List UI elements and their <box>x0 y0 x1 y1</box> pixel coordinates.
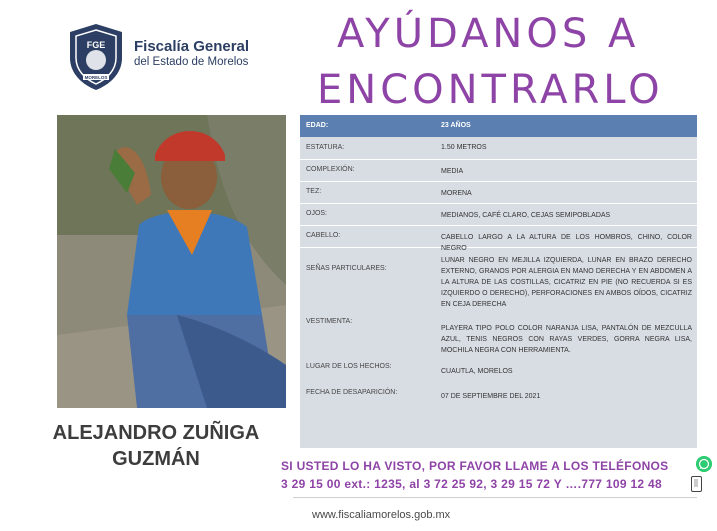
value-senas: LUNAR NEGRO EN MEJILLA IZQUIERDA, LUNAR EN BRAZO DERECHO EXTERNO, GRANOS POR ALERGIA EN MANO DERECHA Y EN ABDOMEN A LA ALTURA DE LAS COSTILLAS, CICATRIZ EN PIE (NO RECUERDA SI ES IZQUIERDO O DERECHO), PERFORACIONES EN AMBOS OÍDOS, CICATRIZ EN CEJA DERECHA <box>441 257 692 308</box>
row-tez <box>300 181 697 203</box>
value-fecha: 07 DE SEPTIEMBRE DEL 2021 <box>441 393 541 400</box>
website-link[interactable]: www.fiscaliamorelos.gob.mx <box>312 509 451 521</box>
value-vestimenta: PLAYERA TIPO POLO COLOR NARANJA LISA, PANTALÓN DE MEZCULLA AZUL, TENIS NEGROS CON RAYAS VERDES, GORRA NEGRA LISA, MOCHILA NEGRA CON HERRAMIENTA. <box>441 325 692 354</box>
agency-name: Fiscalía General <box>134 38 250 55</box>
person-name-line-2: GUZMÁN <box>112 448 200 470</box>
label-lugar: LUGAR DE LOS HECHOS: <box>306 363 392 370</box>
value-complexion: MEDIA <box>441 168 464 175</box>
missing-person-name <box>50 420 262 472</box>
label-ojos: OJOS: <box>306 210 328 217</box>
label-vestimenta: VESTIMENTA: <box>306 318 353 325</box>
value-tez: MORENA <box>441 190 472 197</box>
row-cabello <box>300 225 697 250</box>
label-fecha: FECHA DE DESAPARICIÓN: <box>306 389 398 396</box>
label-edad: EDAD: <box>306 122 329 129</box>
value-edad: 23 AÑOS <box>441 122 471 129</box>
phone-icon <box>691 476 702 492</box>
shield-icon <box>67 22 125 92</box>
person-name-line-1: ALEJANDRO ZUÑIGA <box>52 422 260 444</box>
value-cabello: CABELLO LARGO A LA ALTURA DE LOS HOMBROS, CHINO, COLOR NEGRO <box>441 234 692 252</box>
headline-line-1: AYÚDANOS A <box>337 11 640 57</box>
label-cabello: CABELLO: <box>306 232 341 239</box>
logo-badge-text: FGE <box>86 40 106 50</box>
row-edad <box>300 115 697 137</box>
label-complexion: COMPLEXIÓN: <box>306 166 355 173</box>
footer-divider <box>293 497 697 498</box>
value-lugar: CUAUTLA, MORELOS <box>441 368 513 375</box>
contact-request: SI USTED LO HA VISTO, POR FAVOR LLAME A LOS TELÉFONOS <box>281 459 669 473</box>
contact-phones: 3 29 15 00 ext.: 1235, al 3 72 25 92, 3 29 15 72 Y ….777 109 12 48 <box>281 477 662 491</box>
logo-badge-caption: MORELOS <box>84 75 108 80</box>
row-ojos <box>300 203 697 225</box>
agency-subtitle: del Estado de Morelos <box>134 56 249 68</box>
missing-person-photo <box>57 115 286 408</box>
row-fecha <box>300 387 697 409</box>
label-estatura: ESTATURA: <box>306 144 345 151</box>
headline-line-2: ENCONTRARLO <box>317 67 664 113</box>
row-estatura <box>300 137 697 159</box>
row-lugar <box>300 358 697 380</box>
label-tez: TEZ: <box>306 188 322 195</box>
value-estatura: 1.50 METROS <box>441 144 487 151</box>
row-vestimenta <box>300 315 697 355</box>
row-complexion <box>300 159 697 181</box>
value-ojos: MEDIANOS, CAFÉ CLARO, CEJAS SEMIPOBLADAS <box>441 212 611 219</box>
description-table <box>300 115 697 448</box>
row-senas <box>300 252 697 318</box>
whatsapp-icon <box>696 456 712 472</box>
label-senas: SEÑAS PARTICULARES: <box>306 265 387 272</box>
